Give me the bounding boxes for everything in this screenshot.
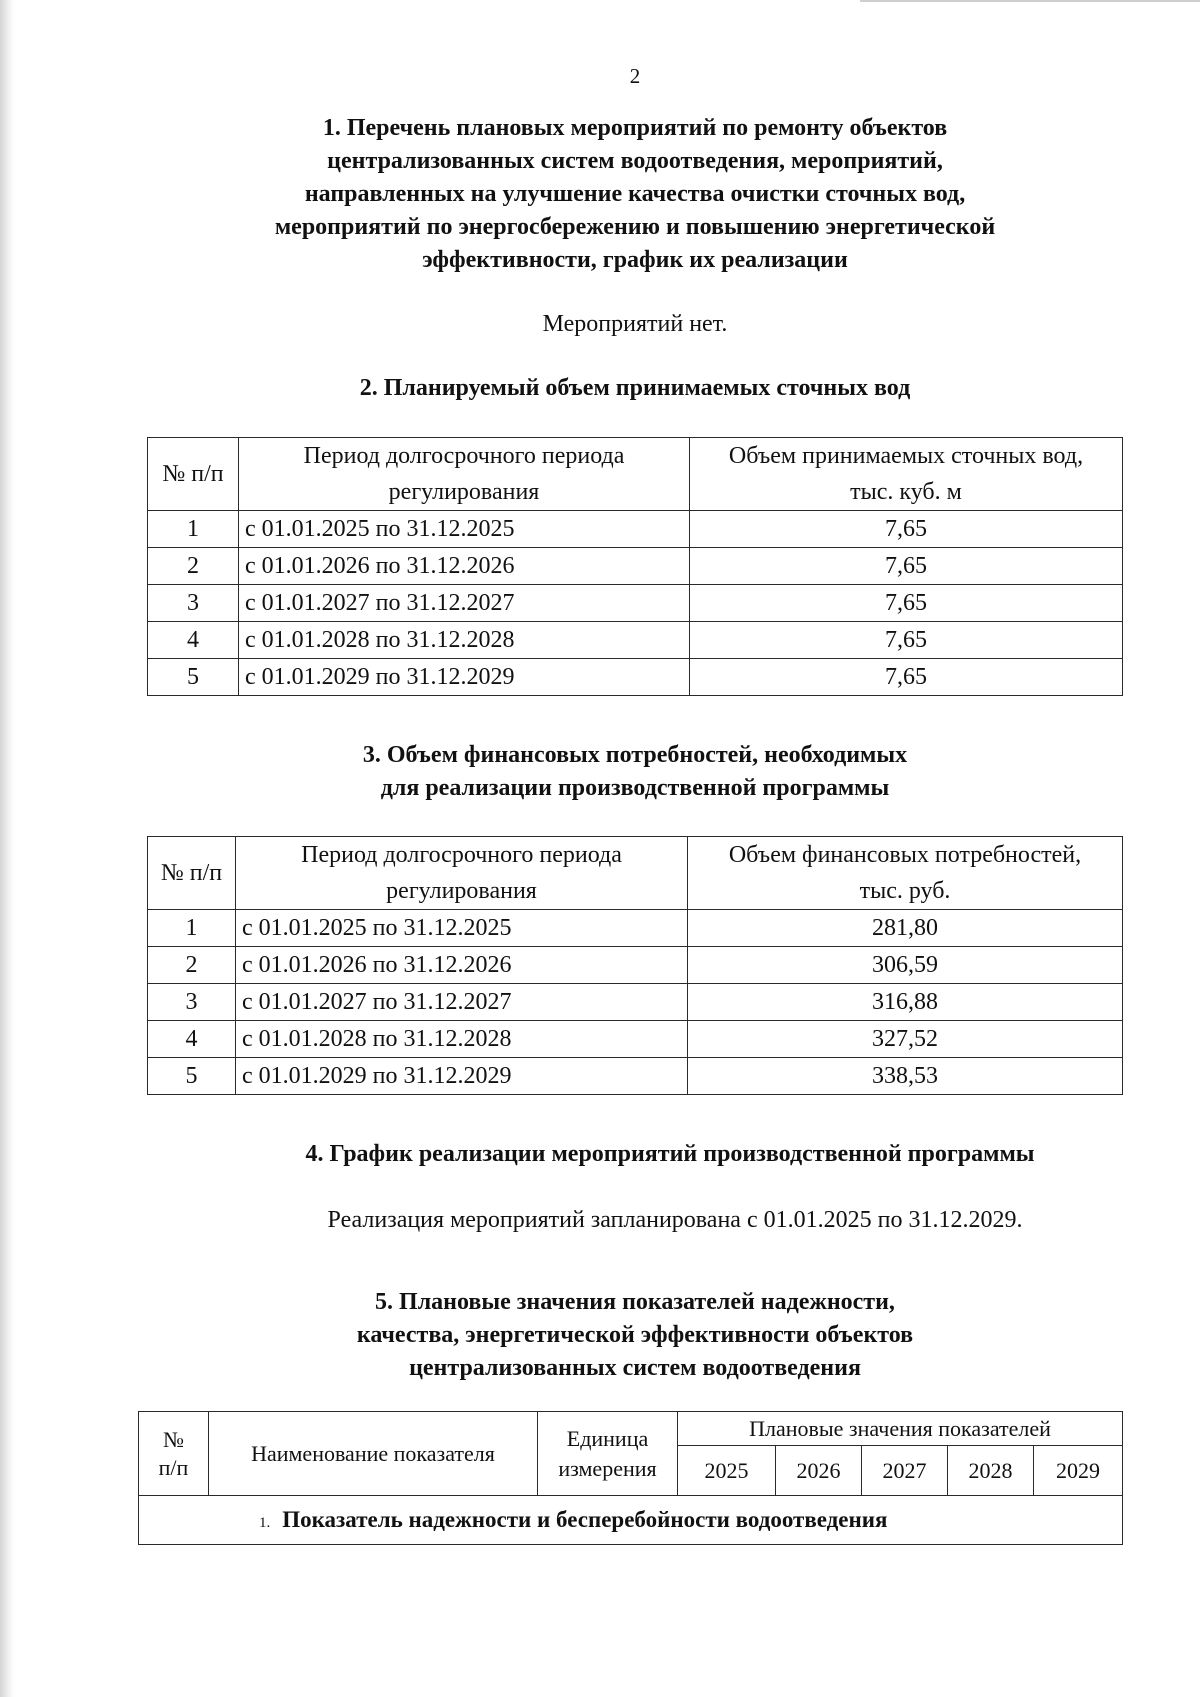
row-value: 316,88 xyxy=(688,984,1123,1021)
indicators-table xyxy=(138,1411,1123,1545)
table-row xyxy=(148,585,1123,622)
row-period: с 01.01.2026 по 31.12.2026 xyxy=(236,947,688,984)
heading-line: направленных на улучшение качества очистки сточных вод, xyxy=(304,181,966,207)
row-number: 1 xyxy=(148,910,236,947)
row-value: 306,59 xyxy=(688,947,1123,984)
row-period: с 01.01.2028 по 31.12.2028 xyxy=(236,1021,688,1058)
row-number: 3 xyxy=(148,585,239,622)
col-header-unit xyxy=(538,1412,678,1496)
row-period: с 01.01.2025 по 31.12.2025 xyxy=(239,511,690,548)
table-row xyxy=(148,947,1123,984)
table-row xyxy=(148,511,1123,548)
header-line: п/п xyxy=(158,1454,189,1480)
table-section-row xyxy=(139,1496,1123,1545)
row-value: 7,65 xyxy=(690,622,1123,659)
row-number: 4 xyxy=(148,1021,236,1058)
page-number: 2 xyxy=(629,64,641,88)
row-period: с 01.01.2029 по 31.12.2029 xyxy=(239,659,690,696)
row-period: с 01.01.2029 по 31.12.2029 xyxy=(236,1058,688,1095)
header-line: Период долгосрочного периода xyxy=(303,443,625,469)
scan-edge-shadow xyxy=(0,0,14,1697)
row-number: 2 xyxy=(148,548,239,585)
row-period: с 01.01.2025 по 31.12.2025 xyxy=(236,910,688,947)
row-period: с 01.01.2027 по 31.12.2027 xyxy=(236,984,688,1021)
row-number: 1 xyxy=(148,511,239,548)
row-period: с 01.01.2027 по 31.12.2027 xyxy=(239,585,690,622)
section2-heading: 2. Планируемый объем принимаемых сточных вод xyxy=(359,375,911,401)
row-value: 338,53 xyxy=(688,1058,1123,1095)
col-header-year: 2029 xyxy=(1034,1446,1123,1496)
table-header-row xyxy=(148,837,1123,910)
row-number: 4 xyxy=(148,622,239,659)
financial-needs-table xyxy=(147,836,1123,1095)
col-header-finance xyxy=(688,837,1123,910)
col-header-volume xyxy=(690,438,1123,511)
row-number: 5 xyxy=(148,659,239,696)
col-header-number: № п/п xyxy=(148,438,239,511)
header-line: Единица xyxy=(566,1425,649,1451)
row-value: 7,65 xyxy=(690,659,1123,696)
col-header-year: 2025 xyxy=(678,1446,776,1496)
header-line: Объем принимаемых сточных вод, xyxy=(728,443,1084,469)
row-period: с 01.01.2028 по 31.12.2028 xyxy=(239,622,690,659)
row-number: 3 xyxy=(148,984,236,1021)
header-line: регулирования xyxy=(388,479,540,505)
section-row-cell xyxy=(139,1496,1123,1545)
col-header-period xyxy=(239,438,690,511)
section1-heading xyxy=(150,112,1120,277)
row-number: 2 xyxy=(148,947,236,984)
heading-line: для реализации производственной программы xyxy=(380,775,890,801)
table-row xyxy=(148,1058,1123,1095)
heading-line: 3. Объем финансовых потребностей, необходимых xyxy=(362,742,908,768)
header-line: измерения xyxy=(558,1455,657,1481)
row-value: 7,65 xyxy=(690,585,1123,622)
section-row-number: 1. xyxy=(259,1515,271,1531)
col-header-year: 2027 xyxy=(862,1446,948,1496)
section4-text: Реализация мероприятий запланирована с 01.01.2025 по 31.12.2029. xyxy=(327,1207,1023,1233)
col-header-indicator-name: Наименование показателя xyxy=(209,1412,538,1496)
header-line: Объем финансовых потребностей, xyxy=(728,842,1082,868)
section1-text: Мероприятий нет. xyxy=(542,311,728,337)
header-line: регулирования xyxy=(386,878,537,904)
heading-line: централизованных систем водоотведения xyxy=(409,1355,861,1381)
heading-line: эффективности, график их реализации xyxy=(422,247,848,273)
heading-line: 1. Перечень плановых мероприятий по ремонту объектов xyxy=(322,115,948,141)
heading-line: централизованных систем водоотведения, мероприятий, xyxy=(327,148,943,174)
col-header-year: 2028 xyxy=(948,1446,1034,1496)
col-header-period xyxy=(236,837,688,910)
section5-heading xyxy=(150,1286,1120,1385)
table-header-row xyxy=(139,1412,1123,1446)
row-value: 7,65 xyxy=(690,511,1123,548)
col-header-planned-values: Плановые значения показателей xyxy=(678,1412,1123,1446)
table-row xyxy=(148,910,1123,947)
header-line: № xyxy=(163,1426,184,1452)
table-row xyxy=(148,659,1123,696)
heading-line: мероприятий по энергосбережению и повышению энергетической xyxy=(274,214,996,240)
col-header-number xyxy=(139,1412,209,1496)
wastewater-volume-table xyxy=(147,437,1123,696)
row-value: 327,52 xyxy=(688,1021,1123,1058)
col-header-number: № п/п xyxy=(148,837,236,910)
heading-line: качества, энергетической эффективности объектов xyxy=(356,1322,914,1348)
header-line: тыс. руб. xyxy=(859,878,951,904)
heading-line: 5. Плановые значения показателей надежности, xyxy=(375,1289,895,1315)
row-value: 281,80 xyxy=(688,910,1123,947)
row-number: 5 xyxy=(148,1058,236,1095)
section3-heading xyxy=(150,739,1120,805)
section-row-title: Показатель надежности и бесперебойности водоотведения xyxy=(282,1507,888,1532)
header-line: Период долгосрочного периода xyxy=(301,842,622,868)
row-period: с 01.01.2026 по 31.12.2026 xyxy=(239,548,690,585)
header-line: тыс. куб. м xyxy=(850,479,962,505)
section4-heading: 4. График реализации мероприятий производственной программы xyxy=(305,1141,1035,1167)
table-row xyxy=(148,1021,1123,1058)
table-row xyxy=(148,548,1123,585)
table-row xyxy=(148,984,1123,1021)
table-header-row xyxy=(148,438,1123,511)
scan-top-edge xyxy=(860,0,1200,2)
table-row xyxy=(148,622,1123,659)
col-header-year: 2026 xyxy=(776,1446,862,1496)
row-value: 7,65 xyxy=(690,548,1123,585)
